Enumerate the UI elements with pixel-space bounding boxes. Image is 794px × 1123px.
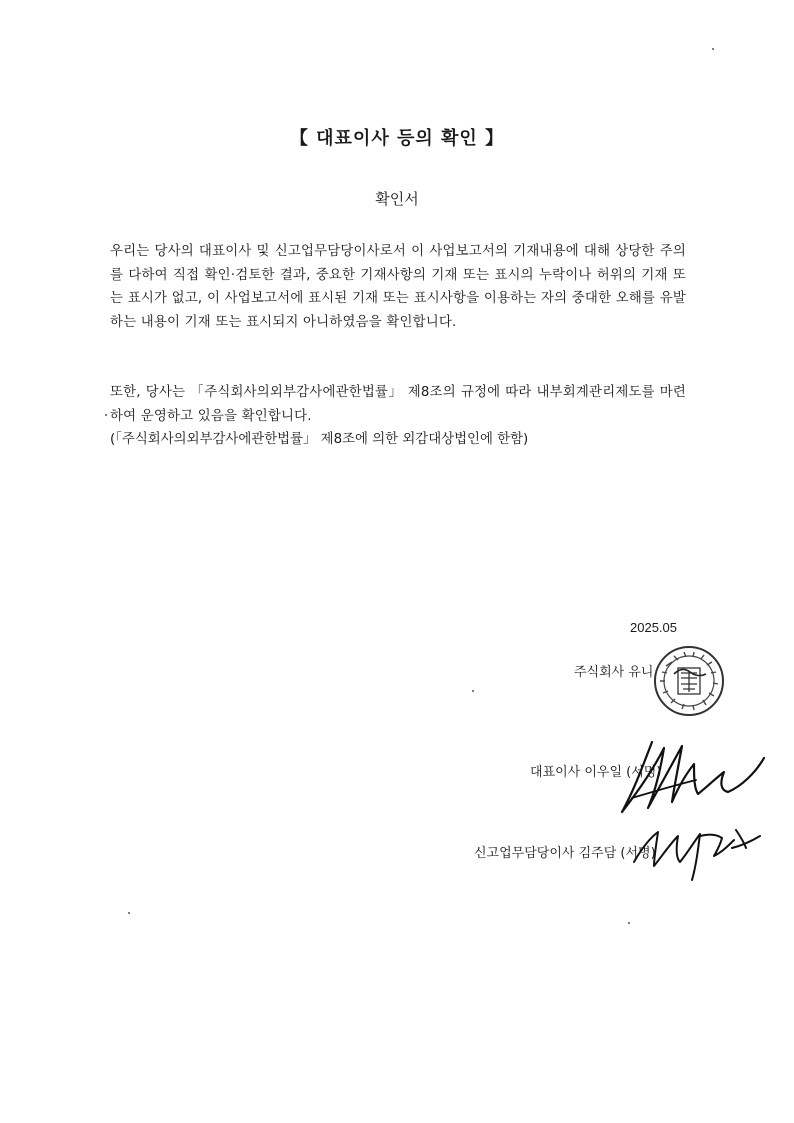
company-seal-icon xyxy=(652,644,726,718)
internal-control-paragraph: 또한, 당사는 「주식회사의외부감사에관한법률」 제8조의 규정에 따라 내부회계관리제도를 마련하여 운영하고 있음을 확인합니다. xyxy=(110,385,686,424)
ceo-signature-line: 대표이사 이우일 (서명) xyxy=(530,765,662,780)
scan-speck xyxy=(628,922,630,924)
company-name: 주식회사 유니 xyxy=(574,665,654,680)
scope-note: (「주식회사의외부감사에관한법률」 제8조에 의한 외감대상법인에 한함) xyxy=(110,432,529,447)
document-title: 【 대표이사 등의 확인 】 xyxy=(289,128,505,149)
scan-speck xyxy=(472,690,474,692)
confirmation-paragraph: 우리는 당사의 대표이사 및 신고업무담당이사로서 이 사업보고서의 기재내용에 대해 상당한 주의를 다하여 직접 확인·검토한 결과, 중요한 기재사항의 기재 또는 표시의 누락이나 허위의 기재 또는 표시가 없고, 이 사업보고서에 표시된 기재 또는 표시사항을 이용하는 자의 중대한 오해를 유발하는 내용이 기재 또는 표시되지 아니하였음을 확인합니다. xyxy=(110,244,686,330)
scan-speck xyxy=(712,48,714,50)
cfo-signature-line: 신고업무담당이사 김주담 (서명) xyxy=(474,846,656,861)
scan-speck xyxy=(105,414,107,416)
document-date: 2025.05 xyxy=(630,620,677,635)
document-subtitle: 확인서 xyxy=(375,190,419,208)
scan-speck xyxy=(128,912,130,914)
